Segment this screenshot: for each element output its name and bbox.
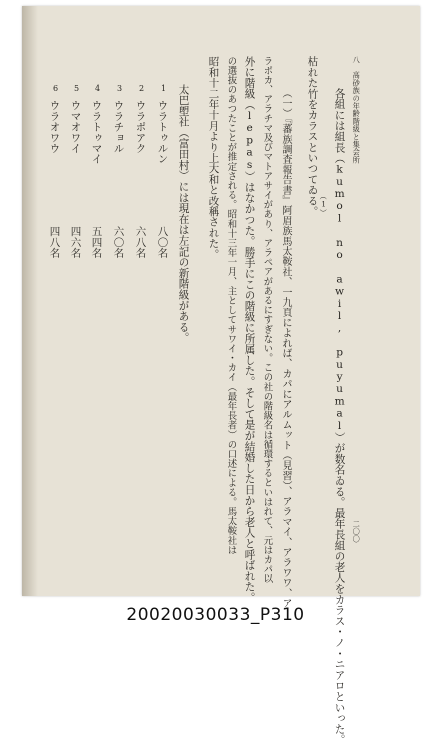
grade-count: 四六名 [69,226,82,259]
grade-number: 5 [72,84,81,94]
grade-name: ウラチョル [112,100,125,154]
grade-number: 3 [115,84,124,94]
footnote-column-3: 外に階級（lepas）はなかつた。勝手にこの階級に所属した。そして是が結婚した日から老人と呼ばれた。 [243,56,256,603]
grade-number: 1 [159,84,168,94]
grade-count: 六〇名 [112,226,125,259]
grade-name: ウマオワイ [69,100,82,154]
grade-number: 6 [51,84,60,94]
grade-number: 2 [137,84,146,94]
grade-count: 五四名 [90,226,103,259]
section-intro: 太巴塱社（富田村）には現在は左記の新階級がある。 [177,84,190,344]
text-column-1a: 各組には組長（kumol no awil, puyumal）が数名ゐる。最年長組の老人をカラス・ノ・ニアロといった。 [333,88,346,745]
text-column-1b: 枯れた竹をカラスといつてゐる。 [306,56,319,217]
footnote-column-2: ラポカ、アラチマ及びマトアサイがあり、アラペアがあるにすぎない。この社の階級名は循環するといはれて、元はカパ以 [261,56,273,584]
grade-name: ウラトゥルン [156,100,169,165]
grade-count: 六八名 [134,226,147,259]
running-head: 八 高砂族の年齢階級と集会所 [352,56,362,164]
image-id-caption: 20020030033_P310 [126,605,305,625]
page-number: 二〇〇 [352,520,362,544]
footnote-marker: （1） [319,192,329,217]
footnote-column-1: （一）『蕃族調査報告書』阿眉族馬太鞍社、一九頁によれば、カパにアルムット（見習）、アラマイ、アラワワ、ア [280,88,291,609]
grade-name: ウラポアク [134,100,147,154]
footnote-column-4: の選抜のあつたことが推定される。昭和十三年一月、主としてサワイ・カイ（最年長者）の口述による。馬太鞍社は [225,56,237,555]
grade-name: ウラトゥマイ [90,100,103,165]
grade-number: 4 [93,84,102,94]
grade-count: 四八名 [48,226,61,259]
grade-name: ウラオワウ [48,100,61,154]
footnote-column-5: 昭和十二年十月より上大和と改稱された。 [207,56,220,260]
page-gutter-shadow [22,6,38,596]
grade-count: 八〇名 [156,226,169,259]
